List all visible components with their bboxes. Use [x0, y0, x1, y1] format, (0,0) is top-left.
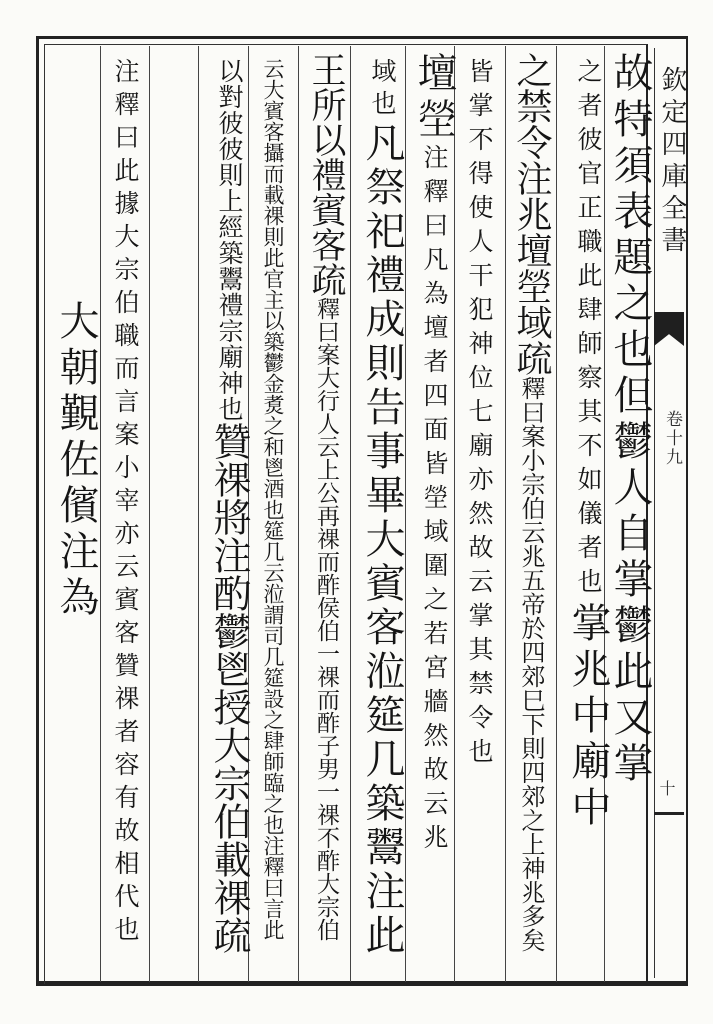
main-text: 贊祼將注酌鬱鬯授大宗伯載祼疏 [207, 422, 251, 954]
juan-label: 卷十九 [662, 410, 682, 467]
commentary-text: 釋曰案小宗伯云兆五帝於四郊巳下則四郊之上神兆多矣 [517, 376, 545, 952]
text-column-9 [207, 58, 251, 954]
text-column-8 [262, 58, 283, 940]
text-column-6 [359, 58, 405, 958]
main-text: 大朝覲佐儐注為 [53, 300, 99, 622]
column-rule [350, 46, 351, 982]
collection-title: 欽定四庫全書 [657, 66, 687, 258]
commentary-text: 云大賓客攝而載祼則此官主以築鬱金煑之和鬯酒也筵几云涖謂司几筵設之肆師臨之也注釋曰言此 [261, 58, 285, 940]
column-rule [198, 46, 199, 982]
column-rule [100, 46, 101, 982]
column-rule [505, 46, 506, 982]
column-rule [454, 46, 455, 982]
commentary-text: 注釋曰凡為壇者四面皆塋域圍之若宮牆然故云兆 [420, 144, 449, 858]
text-column-4 [467, 58, 492, 772]
text-column-3 [511, 52, 552, 952]
lower-fishtail-mark-icon [654, 812, 684, 830]
text-column-10 [113, 58, 138, 949]
text-column-5 [411, 52, 457, 858]
commentary-text: 注釋曰此據大宗伯職而言案小宰亦云賓客贊祼者容有故相代也 [111, 58, 140, 949]
commentary-text: 釋曰案大行人云上公再祼而酢侯伯一祼而酢子男一祼不酢大宗伯 [313, 297, 339, 941]
commentary-text: 之者彼官正職此肆師察其不如儀者也 [574, 58, 603, 602]
commentary-text: 域也 [368, 58, 397, 122]
column-rule [149, 46, 150, 982]
main-text: 故特須表題之也但鬱人自掌鬱此又掌 [607, 52, 653, 788]
main-text: 王所以禮賓客疏 [306, 52, 346, 297]
column-rule [405, 46, 406, 982]
text-column-11 [53, 300, 99, 622]
main-text: 壇塋 [411, 52, 457, 144]
commentary-text: 皆掌不得使人干犯神位七廟亦然故云掌其禁令也 [465, 58, 494, 772]
margin-fragment: 十 [657, 780, 676, 796]
text-column-7 [306, 52, 346, 941]
main-text: 凡祭祀禮成則告事畢大賓客涖筵几築鬻注此 [359, 122, 405, 958]
main-text: 掌兆中廟中 [565, 602, 611, 832]
text-column-2 [565, 58, 611, 832]
main-text: 之禁令注兆壇塋域疏 [511, 52, 552, 376]
column-rule [556, 46, 557, 982]
commentary-text: 以對彼彼則上經築鬻禮宗廟神也 [215, 58, 244, 422]
column-rule [298, 46, 299, 982]
text-column-1 [607, 52, 653, 788]
